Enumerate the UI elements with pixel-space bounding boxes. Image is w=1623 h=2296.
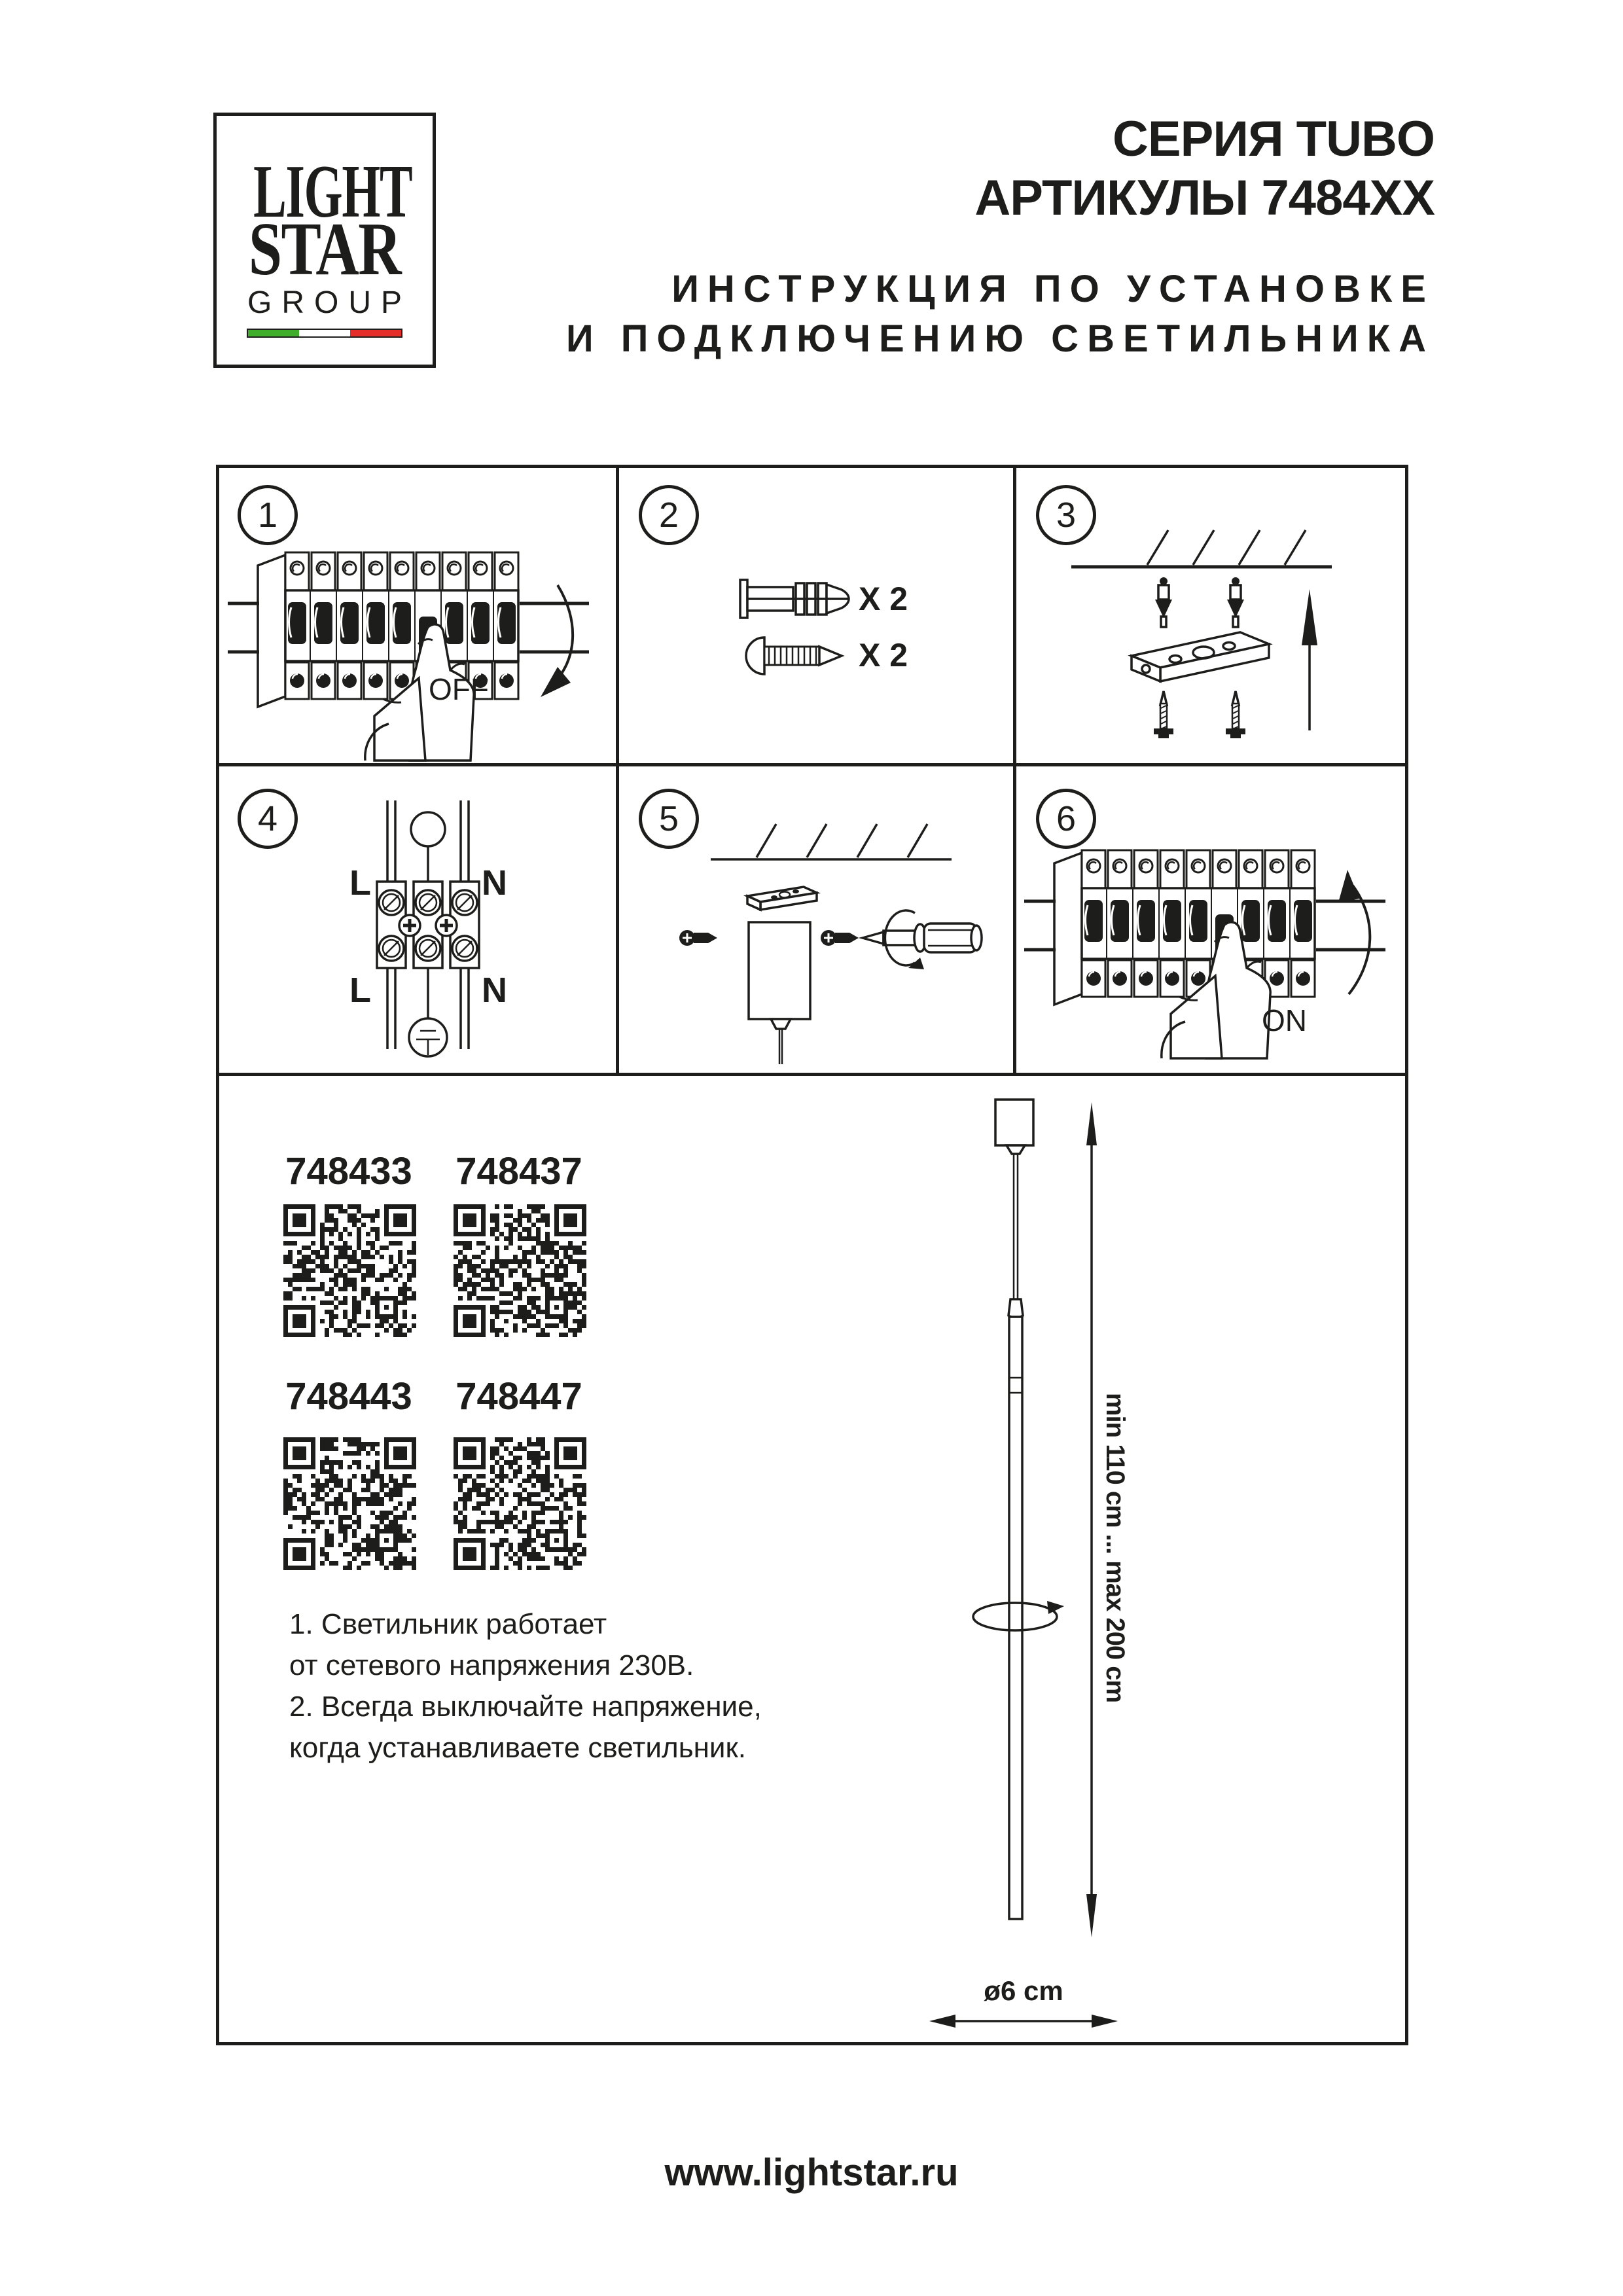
note-line: когда устанавливаете светильник. xyxy=(289,1732,746,1764)
product-code: 748437 xyxy=(455,1150,582,1193)
note-line: от сетевого напряжения 230В. xyxy=(289,1649,694,1681)
series-title: СЕРИЯ TUBO xyxy=(1113,111,1435,167)
qr-code xyxy=(283,1437,416,1570)
articles-title: АРТИКУЛЫ 7484ХХ xyxy=(974,170,1435,226)
ceiling-bracket-mounting-illustration xyxy=(1016,469,1409,763)
anchor-quantity-label: X 2 xyxy=(859,581,908,617)
logo-word-group: GROUP xyxy=(247,285,412,320)
qr-code xyxy=(283,1204,416,1337)
off-label: OFF xyxy=(429,672,489,706)
flag-green xyxy=(248,330,299,336)
logo-word-star: STAR xyxy=(248,207,401,291)
neutral-label-top: N xyxy=(482,863,507,903)
circuit-breaker-on-illustration xyxy=(1016,766,1409,1067)
step-5-number: 5 xyxy=(658,799,679,838)
website-url: www.lightstar.ru xyxy=(664,2151,959,2194)
step-2-number: 2 xyxy=(658,495,679,535)
step-3-number: 3 xyxy=(1056,495,1077,535)
step-6-number: 6 xyxy=(1056,799,1077,838)
height-range-label: min 110 cm ... max 200 cm xyxy=(1101,1393,1130,1703)
italian-flag-bar xyxy=(247,329,402,338)
instruction-line-1: ИНСТРУКЦИЯ ПО УСТАНОВКЕ xyxy=(671,268,1435,310)
flag-white xyxy=(299,330,350,336)
logo-word-light: LIGHT xyxy=(253,150,412,233)
qr-code xyxy=(454,1437,586,1570)
pendant-lamp-dimension-illustration xyxy=(916,1080,1191,2036)
lightstar-logo xyxy=(213,113,436,368)
note-line: 2. Всегда выключайте напряжение, xyxy=(289,1691,762,1723)
anchor-screw-kit-illustration xyxy=(619,469,1012,763)
circuit-breaker-off-illustration xyxy=(220,469,613,763)
step-1-number: 1 xyxy=(257,495,278,535)
on-label: ON xyxy=(1262,1003,1307,1037)
live-label-bottom: L xyxy=(349,971,371,1010)
instruction-title xyxy=(566,264,1435,364)
instruction-line-2: И ПОДКЛЮЧЕНИЮ СВЕТИЛЬНИКА xyxy=(565,317,1435,360)
flag-red xyxy=(350,330,401,336)
product-code: 748447 xyxy=(455,1375,582,1418)
note-line: 1. Светильник работает xyxy=(289,1608,607,1640)
step-4-number: 4 xyxy=(257,799,278,838)
live-label-top: L xyxy=(349,863,371,903)
header xyxy=(566,110,1435,364)
qr-code xyxy=(454,1204,586,1337)
product-code: 748433 xyxy=(285,1150,412,1193)
safety-notes xyxy=(289,1604,762,1768)
terminal-block-wiring-illustration xyxy=(220,766,613,1067)
canopy-mounting-illustration xyxy=(619,766,1012,1067)
neutral-label-bottom: N xyxy=(482,971,507,1010)
product-code: 748443 xyxy=(285,1375,412,1418)
diameter-label: ø6 cm xyxy=(984,1975,1063,2006)
screw-quantity-label: X 2 xyxy=(859,637,908,673)
